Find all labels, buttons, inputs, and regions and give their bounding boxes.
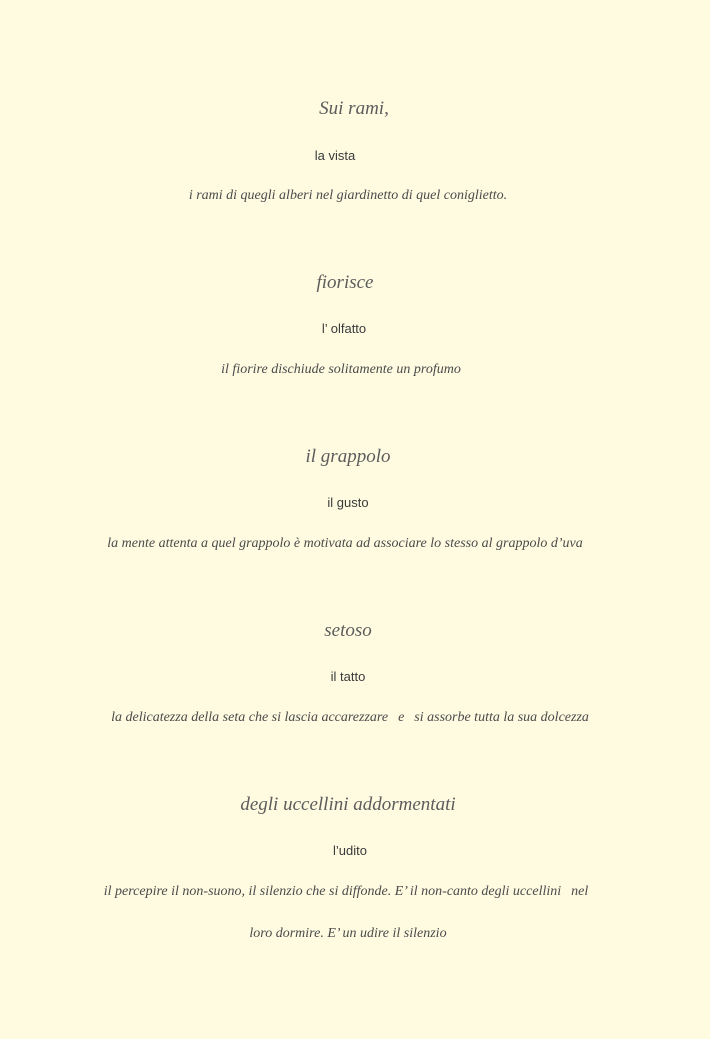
gloss-line-5a-part-a: il percepire il non-suono, il silenzio che si diffonde. E’ il non-canto degli uccellini [103,884,562,899]
gloss-line-5a [0,884,701,900]
gloss-line-5b: loro dormire. E’ un udire il silenzio [249,926,447,941]
gloss-line-1: i rami di quegli alberi nel giardinetto di quel coniglietto. [188,188,508,203]
gloss-line-4-part-b: e [398,710,405,725]
verse-line-1: Sui rami, [319,98,389,119]
verse-line-2: fiorisce [316,272,374,293]
sense-label-4: il tatto [330,669,366,684]
gloss-line-5a-part-b: nel [571,884,589,899]
verse-line-4: setoso [324,620,372,641]
gloss-line-4 [0,710,705,726]
sense-label-1: la vista [314,148,356,163]
gloss-line-2: il fiorire dischiude solitamente un profumo [221,362,461,377]
verse-line-5: degli uccellini addormentati [240,794,456,815]
verse-line-3: il grappolo [305,446,391,467]
gloss-line-3: la mente attenta a quel grappolo è motivata ad associare lo stesso al grappolo d’uva [107,536,583,551]
sense-label-2: l’ olfatto [321,321,367,336]
sense-label-5: l’udito [333,843,367,858]
gloss-line-4-part-c: si assorbe tutta la sua dolcezza [414,710,589,725]
sense-label-3: il gusto [327,495,369,510]
gloss-line-4-part-a: la delicatezza della seta che si lascia accarezzare [111,710,389,725]
